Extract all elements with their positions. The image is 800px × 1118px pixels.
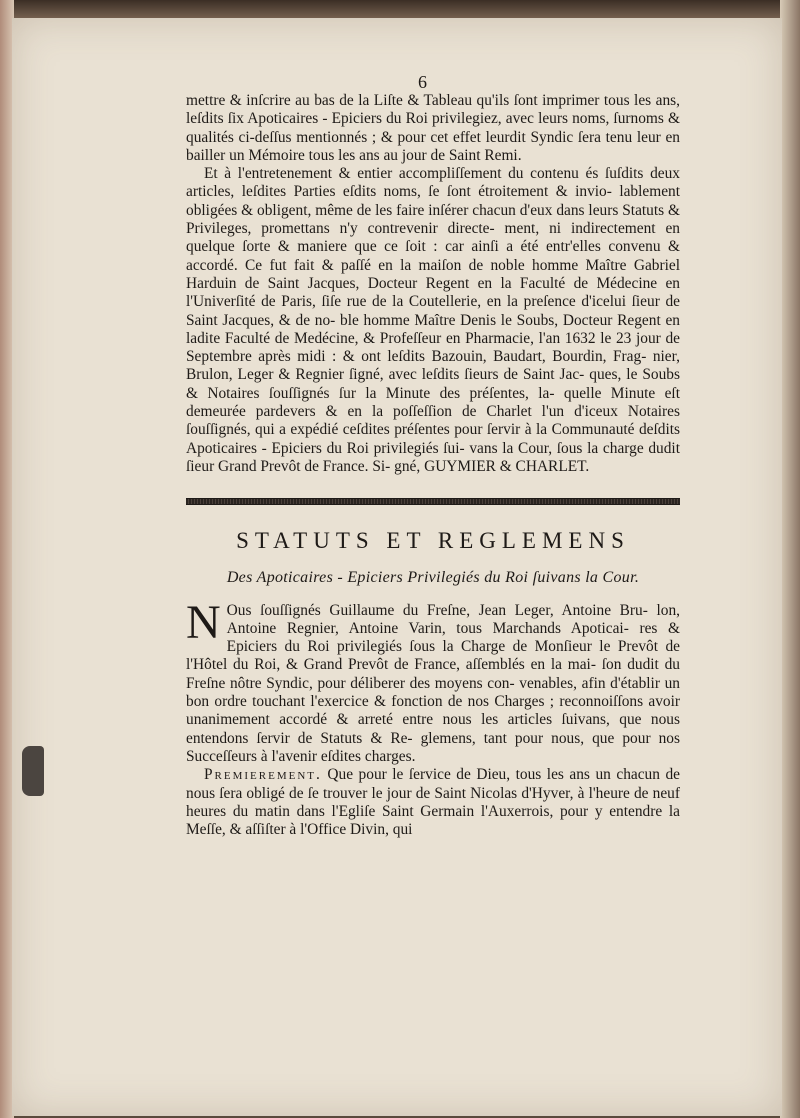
- statutes-intro-paragraph: [186, 595, 681, 767]
- agreement-paragraph: [186, 165, 680, 476]
- first-article-paragraph: [186, 766, 680, 839]
- text-line: à la Communauté deſdits Apoticaires - Epiciers du Roi privilegiés ſui-: [186, 421, 680, 457]
- text-line: Regent en la Faculté de Médecine en l'Univerſité de Paris, ſiſe rue de: [186, 274, 680, 311]
- text-line: de noble homme Maître Gabriel Harduin de Saint Jacques, Docteur: [186, 256, 680, 292]
- section-heading: STATUTS ET REGLEMENS: [236, 528, 630, 554]
- text-line: ble homme Maître Denis le Soubs, Docteur Regent en ladite Faculté: [186, 311, 680, 347]
- book-right-edge: [780, 0, 800, 1118]
- text-line: deux articles, leſdites Parties eſdits noms, ſe ſont étroitement & invio-: [186, 165, 680, 201]
- text-line: de Medécine, & Profeſſeur en Pharmacie, l'an 1632 le 23 jour de: [274, 329, 680, 347]
- section-divider: [186, 498, 680, 505]
- text-line: Que pour le ſervice de Dieu, tous les ans: [327, 766, 590, 784]
- text-line: la Coutellerie, en la preſence d'icelui ſieur de Saint Jacques, & de no-: [186, 293, 680, 329]
- text-line: ques, le Soubs & Notaires ſouſſignés ſur la Minute des préſentes, la-: [186, 366, 680, 402]
- continuation-paragraph: [186, 92, 680, 165]
- text-line: Septembre après midi : & ont leſdits Bazouin, Baudart, Bourdin, Frag-: [186, 348, 647, 366]
- text-line: ainſi a été entr'elles convenu & accordé. Ce fut fait & paſſé en la maiſon: [186, 238, 680, 274]
- text-line: nous les articles ſuivans, que nous entendons ſervir de Statuts & Re-: [186, 711, 680, 747]
- text-line: leurs noms, ſurnoms & qualités ci-deſſus mentionnés ; & pour cet effet: [186, 110, 680, 146]
- text-line: ment, ni indirectement en quelque ſorte & maniere que ce ſoit : car: [186, 220, 680, 256]
- text-line: leurdit Syndic ſera tenu leur en bailler un Mémoire tous les ans au jour: [186, 128, 680, 164]
- text-line: glemens, tant pour nous, que pour nos Succeſſeurs à l'avenir eſdites: [186, 729, 680, 765]
- text-line: de Saint Remi.: [430, 146, 522, 164]
- text-line: tous les ans, leſdits ſix Apoticaires - Epiciers du Roi privilegiez, avec: [186, 92, 680, 128]
- text-line: de l'Hôtel du Roi, & Grand Prevôt de France, aſſemblés en la mai-: [186, 638, 680, 674]
- text-line: nos Charges ; reconnoiſſons avoir unanimement accordé & arreté entre: [186, 693, 681, 729]
- book-top-edge: [0, 0, 800, 20]
- text-line: quelle Minute eſt demeurée pardevers & en la poſſeſſion de Charlet l'un: [186, 384, 680, 421]
- page-text: [186, 70, 680, 839]
- text-line: Et à l'entretenement & entier accompliſſement du contenu és ſuſdits: [204, 165, 644, 183]
- text-line: d'iceux Notaires ſouſſignés, qui a expédié ceſdites préſentes pour ſervir: [186, 403, 680, 439]
- binding-stain: [22, 746, 44, 796]
- drop-cap-letter: N: [186, 595, 221, 649]
- text-line: Ous ſouſſignés Guillaume du Freſne, Jean Leger, Antoine Bru-: [226, 601, 648, 619]
- article-lead: Premierement.: [204, 766, 322, 784]
- text-line: gné, GUYMIER & CHARLET.: [394, 457, 590, 475]
- text-line: res & Epiciers du Roi privilegiés ſous la Charge de Monſieur le Prevôt: [226, 619, 680, 656]
- text-line: nier, Brulon, Leger & Regnier ſigné, avec leſdits ſieurs de Saint Jac-: [186, 348, 680, 384]
- section-subheading: Des Apoticaires - Epiciers Privilegiés du Roi ſuivans la Cour.: [226, 569, 640, 587]
- text-line: mettre & inſcrire au bas de la Liſte & Tableau qu'ils ſont imprimer: [186, 92, 600, 109]
- text-line: l'Auxerrois, pour y entendre la Meſſe, & aſſiſter à l'Office Divin, qui: [186, 802, 680, 839]
- text-line: charges.: [364, 747, 416, 765]
- text-line: dans leurs Statuts & Privileges, promettans n'y contrevenir directe-: [186, 201, 681, 238]
- text-line: ſon dudit du Freſne nôtre Syndic, pour déliberer des moyens con-: [186, 656, 681, 692]
- text-line: lon, Antoine Regnier, Antoine Varin, tous Marchands Apoticai-: [226, 601, 680, 637]
- text-line: lablement obligées & obligent, même de les faire inſérer chacun d'eux: [186, 183, 680, 219]
- text-line: un chacun de nous ſera obligé de ſe trouver le jour de Saint Nicolas: [186, 766, 680, 802]
- text-line: vans la Cour, ſous la charge dudit ſieur Grand Prevôt de France. Si-: [186, 439, 680, 475]
- page-number: 6: [418, 72, 427, 92]
- text-line: venables, afin d'établir un bon ordre touchant l'exercice & fonction de: [186, 674, 680, 711]
- text-line: d'Hyver, à l'heure de neuf heures du matin dans l'Egliſe Saint Germain: [186, 784, 681, 820]
